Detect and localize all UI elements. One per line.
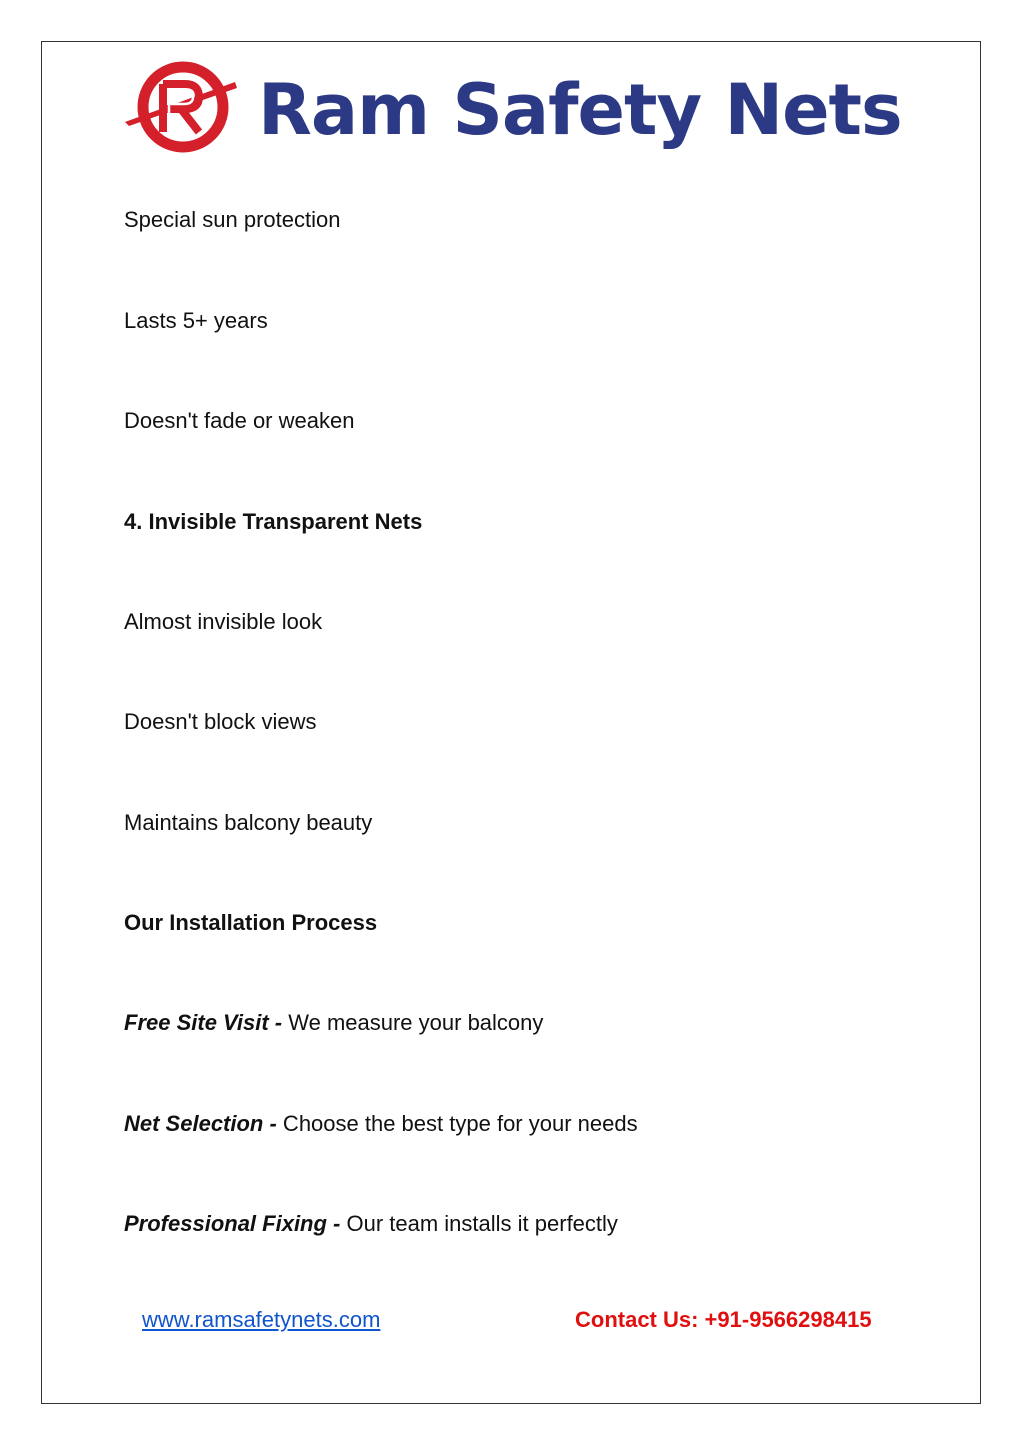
step-title: Net Selection - [124,1111,277,1136]
section-heading: Our Installation Process [124,910,378,935]
section-heading: 4. Invisible Transparent Nets [124,509,423,534]
feature-line: Maintains balcony beauty [124,810,373,835]
process-step [124,1111,638,1137]
process-step [124,1010,543,1036]
logo-emblem-icon [125,60,245,160]
step-text: Choose the best type for your needs [276,1111,638,1136]
step-text: We measure your balcony [282,1010,544,1035]
step-title: Professional Fixing - [124,1211,341,1236]
brand-logo [125,60,905,160]
contact-phone: Contact Us: +91-9566298415 [575,1307,872,1332]
brand-name: Ram Safety Nets [258,69,902,151]
process-step [124,1211,618,1237]
feature-line: Lasts 5+ years [124,308,268,333]
feature-line: Special sun protection [124,207,341,232]
feature-line: Almost invisible look [124,609,323,634]
step-text: Our team installs it perfectly [340,1211,618,1236]
step-title: Free Site Visit - [124,1010,283,1035]
website-link[interactable]: www.ramsafetynets.com [142,1307,381,1332]
feature-line: Doesn't fade or weaken [124,408,355,433]
feature-line: Doesn't block views [124,709,317,734]
